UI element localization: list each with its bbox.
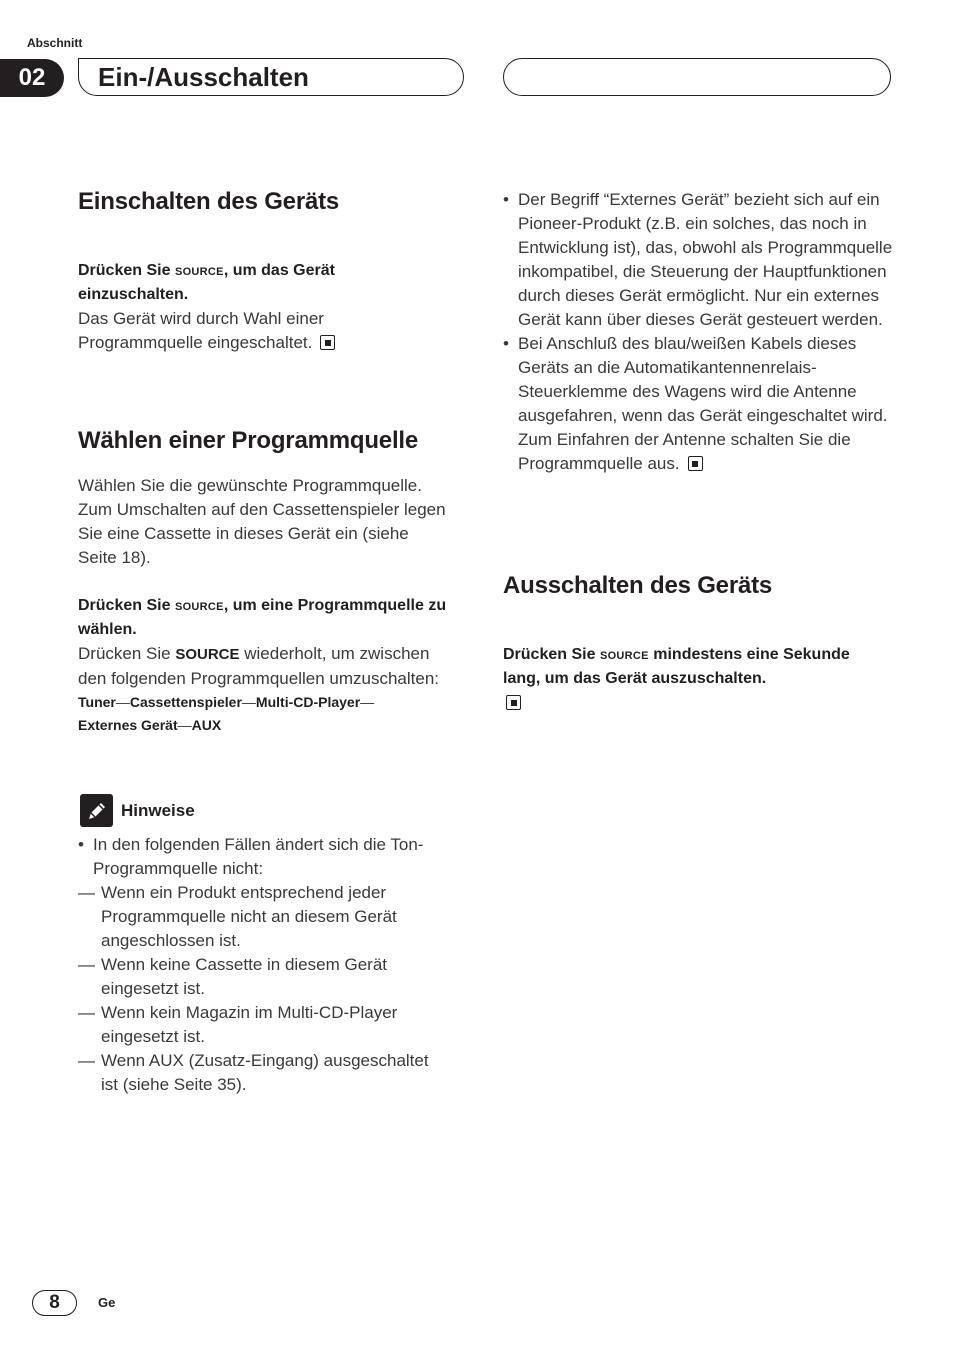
- notes-header: [80, 794, 195, 827]
- source-key: source: [599, 646, 649, 663]
- sub-item-text: Wenn AUX (Zusatz-Eingang) ausgeschaltet ist (siehe Seite 35).: [101, 1051, 429, 1094]
- section-select-intro: [78, 474, 448, 570]
- instruction-text: Drücken Sie: [78, 262, 175, 279]
- end-mark-icon: [506, 695, 521, 710]
- section-power-on-body: [78, 259, 448, 355]
- body-text: [78, 642, 448, 691]
- source-sequence: [78, 691, 448, 737]
- section-select-source: [78, 427, 448, 455]
- sequence-sep: —: [241, 694, 256, 710]
- section-heading: Einschalten des Geräts: [78, 188, 340, 215]
- instruction-text: mindestens eine Sekunde lang, um das Gerät auszuschalten.: [503, 646, 850, 687]
- instruction-text: , um eine Programmquelle zu wählen.: [78, 597, 447, 638]
- source-key-bold: SOURCE: [175, 646, 240, 663]
- chapter-title: Ein-/Ausschalten: [98, 62, 309, 92]
- instruction: [78, 594, 448, 642]
- sub-item-text: Wenn keine Cassette in diesem Gerät eingesetzt ist.: [101, 955, 387, 998]
- list-item: [78, 833, 448, 1097]
- body-text-content: wiederholt, um zwischen den folgenden Programmquellen umzuschalten:: [78, 644, 440, 688]
- sequence-sep: —: [177, 717, 192, 733]
- list-item: [503, 188, 893, 332]
- body-text-content: Das Gerät wird durch Wahl einer Programmquelle eingeschaltet.: [78, 309, 324, 352]
- section-heading: Wählen einer Programmquelle: [78, 427, 419, 454]
- sequence-item: AUX: [191, 717, 222, 733]
- end-mark-icon: [688, 456, 703, 471]
- right-notes-list: [503, 188, 893, 476]
- list-item-text: Der Begriff “Externes Gerät” bezieht sich auf ein Pioneer-Produkt (z.B. ein solches, das noch in Entwicklung ist), das, obwohl als Programmquelle inkompatibel, die Steuerung der Hauptfunktionen durch dieses Gerät ermöglicht. Nur ein externes Gerät kann über dieses Gerät gesteuert werden.: [518, 190, 893, 329]
- body-text-content: Drücken Sie: [78, 644, 176, 663]
- instruction-text: Drücken Sie: [78, 597, 175, 614]
- source-key: source: [174, 262, 224, 279]
- sequence-sep: —: [115, 694, 130, 710]
- sub-list-item: [78, 881, 448, 953]
- sequence-item: Externes Gerät: [78, 717, 178, 733]
- intro-text: Wählen Sie die gewünschte Programmquelle. Zum Umschalten auf den Cassettenspieler legen Sie eine Cassette in dieses Gerät ein (siehe Seite 18).: [78, 476, 446, 567]
- section-power-off-body: [503, 643, 878, 715]
- instruction-text: , um das Gerät einzuschalten.: [78, 262, 335, 303]
- list-item: [503, 332, 893, 476]
- sub-list-item: [78, 953, 448, 1001]
- sub-list-item: [78, 1001, 448, 1049]
- notes-title: Hinweise: [121, 800, 195, 820]
- instruction-text: Drücken Sie: [503, 646, 600, 663]
- section-power-off: [503, 572, 893, 600]
- section-select-instr: [78, 594, 448, 737]
- dash-mark: —: [78, 1003, 95, 1022]
- instruction: [503, 643, 878, 691]
- list-item-text: Bei Anschluß des blau/weißen Kabels dieses Geräts an die Automatikantennenrelais-Steuerklemme des Wagens wird die Antenne ausgefahren, wenn das Gerät eingeschaltet wird. Zum Einfahren der Antenne schalten Sie die Programmquelle aus.: [518, 334, 888, 473]
- pencil-icon: [80, 794, 113, 827]
- body-text: [78, 307, 448, 355]
- sequence-item: Cassettenspieler: [129, 694, 242, 710]
- end-mark-icon: [320, 335, 335, 350]
- notes-list: [78, 833, 448, 1097]
- section-number-badge: 02: [0, 59, 64, 97]
- list-item-text: In den folgenden Fällen ändert sich die Ton-Programmquelle nicht:: [93, 835, 424, 878]
- page-number: 8: [32, 1290, 77, 1316]
- sequence-item: Tuner: [78, 694, 116, 710]
- source-key: source: [174, 597, 224, 614]
- section-heading: Ausschalten des Geräts: [503, 572, 773, 599]
- instruction: [78, 259, 448, 307]
- sequence-sep: —: [360, 694, 375, 710]
- language-code: Ge: [98, 1295, 116, 1310]
- sub-item-text: Wenn ein Produkt entsprechend jeder Programmquelle nicht an diesem Gerät angeschlossen ist.: [101, 883, 397, 950]
- dash-mark: —: [78, 883, 95, 902]
- chapter-title-box: [78, 58, 464, 96]
- sub-list-item: [78, 1049, 448, 1097]
- sequence-item: Multi-CD-Player: [255, 694, 361, 710]
- section-power-on: [78, 188, 448, 216]
- dash-mark: —: [78, 1051, 95, 1070]
- sub-item-text: Wenn kein Magazin im Multi-CD-Player eingesetzt ist.: [101, 1003, 398, 1046]
- section-label: Abschnitt: [27, 36, 83, 50]
- dash-mark: —: [78, 955, 95, 974]
- empty-title-box: [503, 58, 891, 96]
